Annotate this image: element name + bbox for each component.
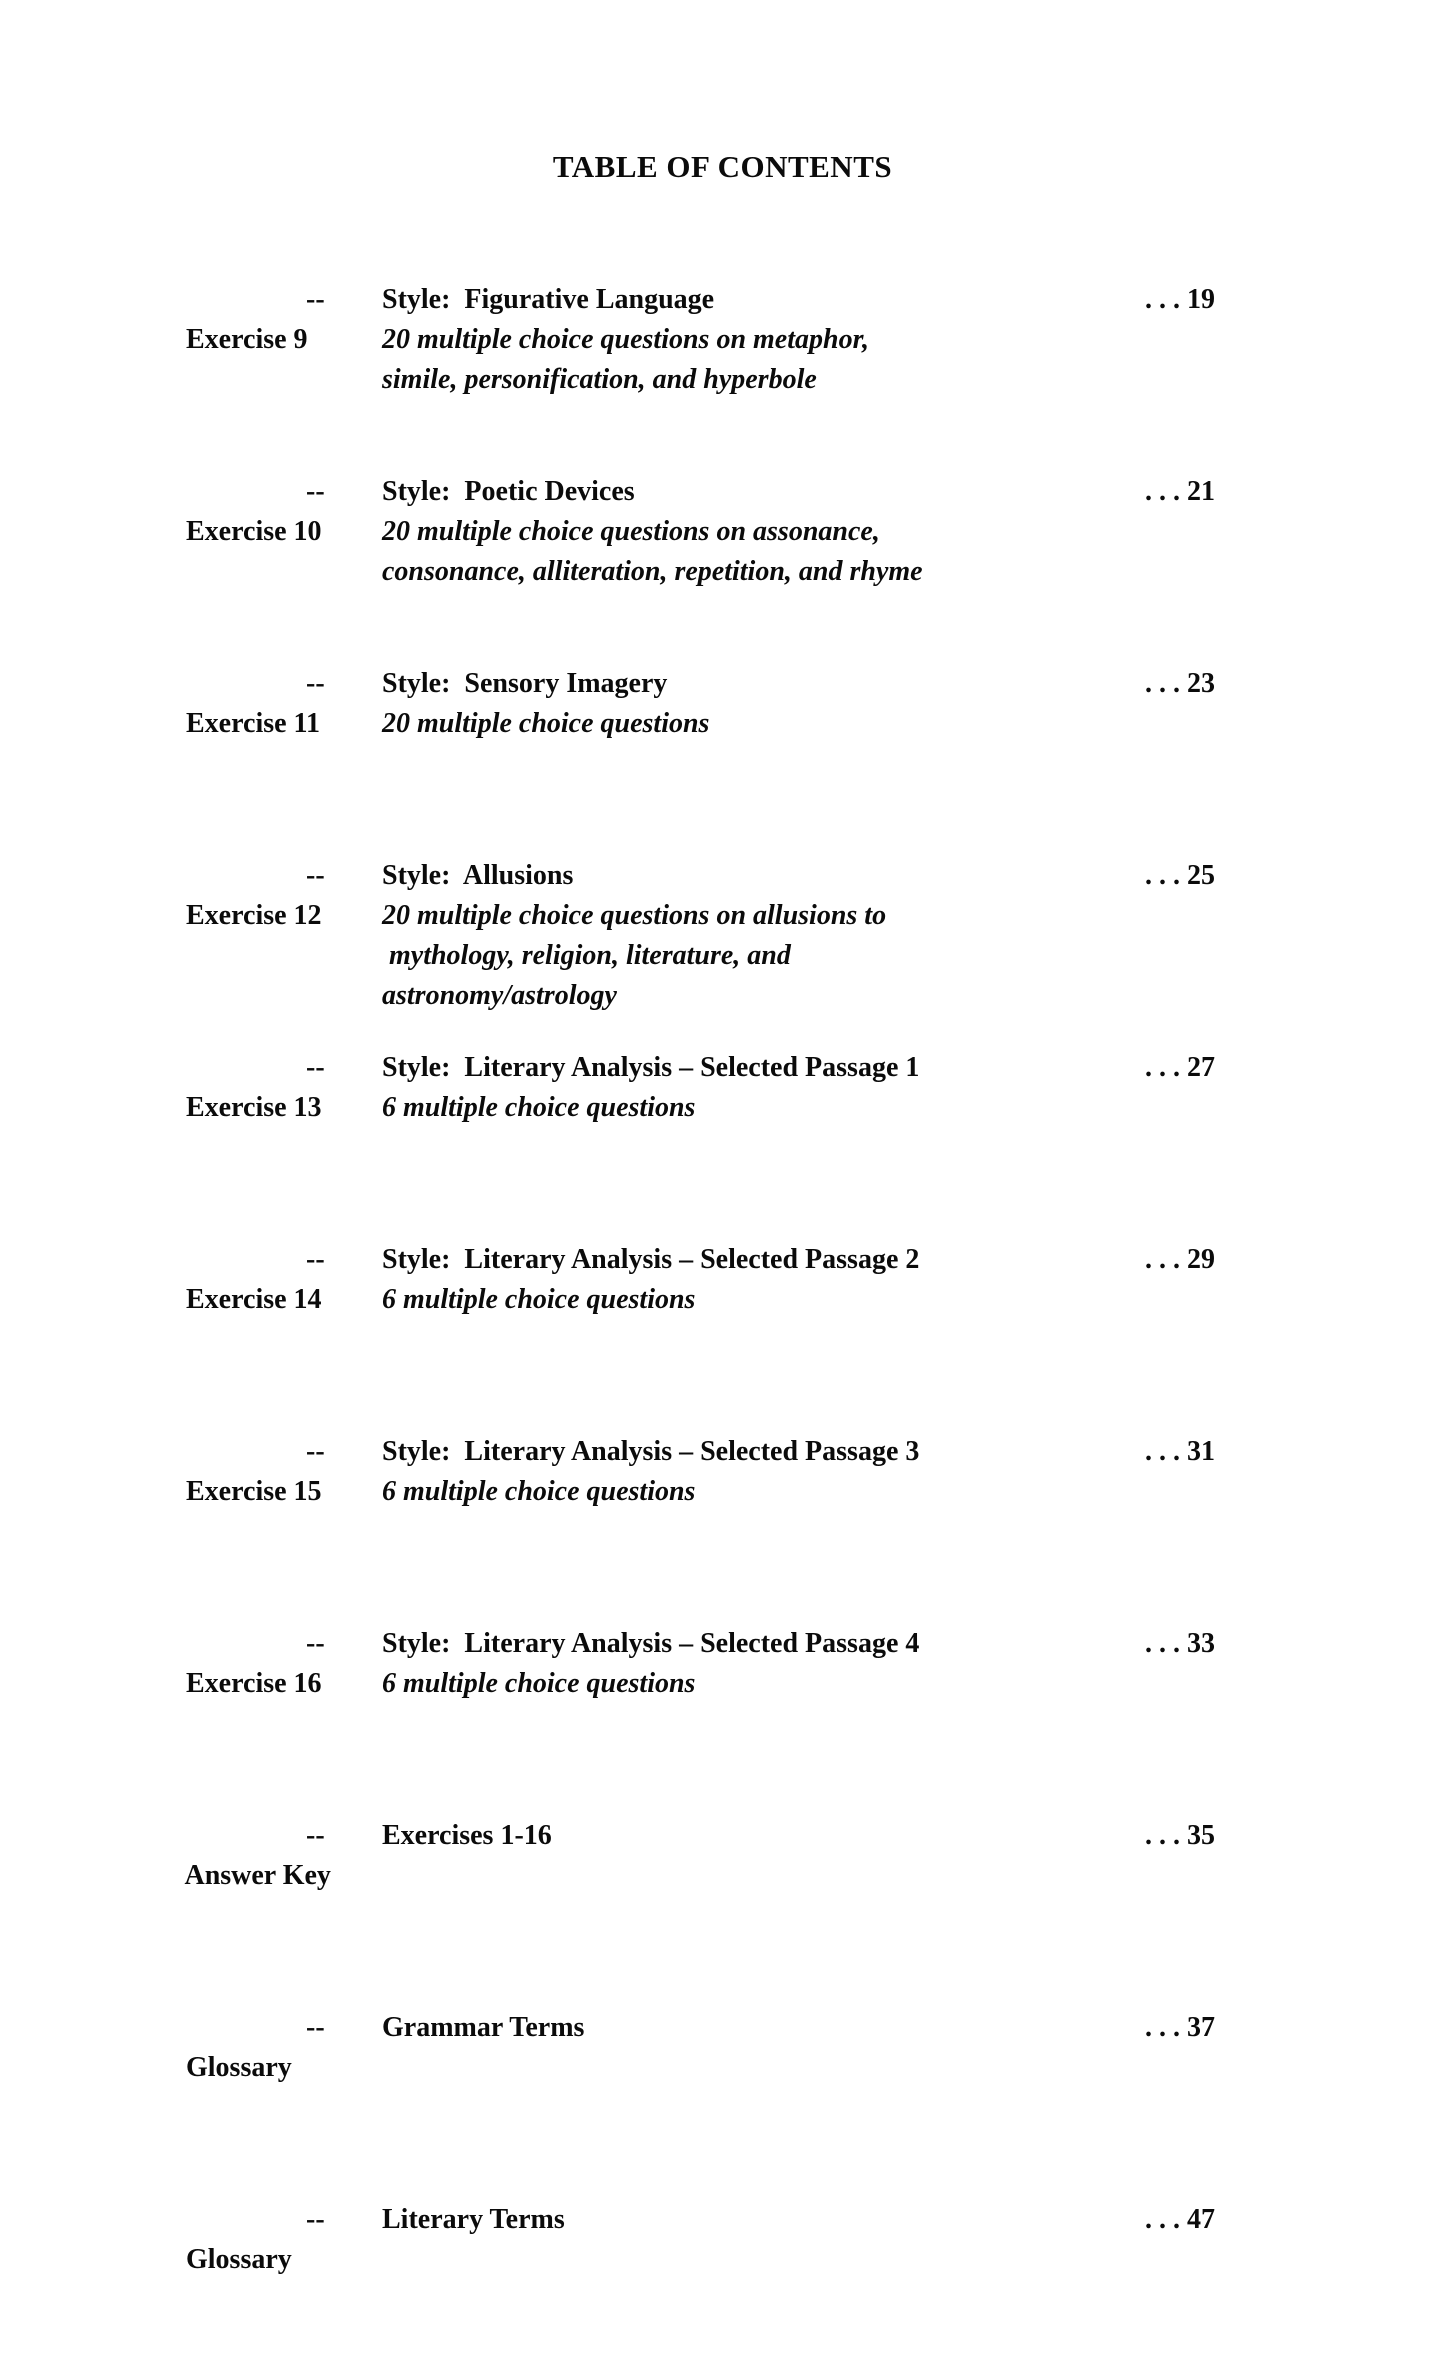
entry-label: Exercise 15 [186,1476,322,1507]
entry-dash-separator: -- [306,1628,325,1659]
entry-main-cell [382,1432,1145,1512]
entry-title: Style: Allusions [382,860,574,891]
entry-main-cell [382,1816,1145,1856]
entry-label: Glossary [186,2244,292,2275]
entry-dash-separator: -- [306,2012,325,2043]
entry-label-cell [130,280,382,440]
entry-dash-separator: -- [306,1436,325,1467]
entry-title: Style: Literary Analysis – Selected Passage 4 [382,1628,920,1659]
entry-dash-separator: -- [306,284,325,315]
entry-title: Style: Literary Analysis – Selected Passage 2 [382,1244,920,1275]
toc-entry-exercise-12 [130,856,1445,1016]
entry-label: Glossary [186,2052,292,2083]
entry-title: Literary Terms [382,2204,565,2235]
entry-label-cell [130,2200,382,2360]
entry-description-line: 6 multiple choice questions [382,1668,696,1699]
entry-label: Exercise 12 [186,900,322,931]
entry-title: Exercises 1-16 [382,1820,552,1851]
toc-entry-exercise-15 [130,1432,1445,1592]
table-of-contents [130,280,1445,2360]
entry-label-cell [130,1048,382,1208]
entry-dash-separator: -- [306,2204,325,2235]
entry-dash-separator: -- [306,668,325,699]
toc-entry-exercise-10 [130,472,1445,632]
entry-main-cell [382,1624,1145,1704]
entry-main-cell [382,472,1145,592]
entry-main-cell [382,280,1145,400]
entry-label-cell [130,1240,382,1400]
entry-title: Grammar Terms [382,2012,585,2043]
entry-title: Style: Sensory Imagery [382,668,668,699]
entry-description-line: 20 multiple choice questions [382,708,710,739]
entry-page-number: . . . 19 [1145,284,1215,315]
entry-main-cell [382,2200,1145,2240]
entry-label: Answer Key [184,1860,331,1891]
entry-label: Exercise 14 [186,1284,322,1315]
entry-label-cell [130,1816,382,1976]
entry-description-line: simile, personification, and hyperbole [382,364,817,395]
entry-dash-separator: -- [306,1052,325,1083]
entry-title: Style: Literary Analysis – Selected Passage 1 [382,1052,920,1083]
toc-entry-glossary-literary [130,2200,1445,2360]
entry-description-line: 6 multiple choice questions [382,1092,696,1123]
toc-entry-exercise-11 [130,664,1445,824]
entry-label: Exercise 16 [186,1668,322,1699]
entry-label: Exercise 13 [186,1092,322,1123]
entry-title: Style: Figurative Language [382,284,715,315]
entry-label: Exercise 11 [186,708,321,739]
entry-description-line: astronomy/astrology [382,980,617,1011]
entry-dash-separator: -- [306,1820,325,1851]
entry-description-line: 6 multiple choice questions [382,1476,696,1507]
entry-main-cell [382,1240,1145,1320]
toc-entry-exercise-9 [130,280,1445,440]
entry-page-number: . . . 25 [1145,860,1215,891]
entry-description-line: 20 multiple choice questions on allusions to [382,900,887,931]
entry-description-line: 20 multiple choice questions on assonance, [382,516,880,547]
entry-description-line: 6 multiple choice questions [382,1284,696,1315]
entry-description-line: 20 multiple choice questions on metaphor, [382,324,869,355]
toc-entry-exercise-13 [130,1048,1445,1208]
entry-label-cell [130,1624,382,1784]
entry-main-cell [382,1048,1145,1128]
entry-page-number: . . . 27 [1145,1052,1215,1083]
entry-page-number: . . . 37 [1145,2012,1215,2043]
entry-label: Exercise 9 [186,324,308,355]
toc-entry-exercise-16 [130,1624,1445,1784]
entry-description-line: mythology, religion, literature, and [382,940,791,971]
entry-main-cell [382,2008,1145,2048]
entry-label: Exercise 10 [186,516,322,547]
toc-entry-glossary-grammar [130,2008,1445,2168]
entry-main-cell [382,664,1145,744]
entry-dash-separator: -- [306,860,325,891]
entry-dash-separator: -- [306,1244,325,1275]
entry-label-cell [130,1432,382,1592]
entry-page-number: . . . 31 [1145,1436,1215,1467]
entry-label-cell [130,664,382,824]
entry-label-cell [130,472,382,632]
entry-description-line: consonance, alliteration, repetition, and rhyme [382,556,923,587]
entry-page-number: . . . 33 [1145,1628,1215,1659]
entry-label-cell [130,2008,382,2168]
entry-page-number: . . . 29 [1145,1244,1215,1275]
entry-dash-separator: -- [306,476,325,507]
entry-title: Style: Literary Analysis – Selected Passage 3 [382,1436,920,1467]
toc-entry-exercise-14 [130,1240,1445,1400]
page-title: TABLE OF CONTENTS [552,149,893,184]
entry-page-number: . . . 23 [1145,668,1215,699]
entry-title: Style: Poetic Devices [382,476,635,507]
entry-label-cell [130,856,382,1016]
entry-page-number: . . . 47 [1145,2204,1215,2235]
entry-page-number: . . . 21 [1145,476,1215,507]
entry-main-cell [382,856,1145,1016]
toc-entry-answer-key [130,1816,1445,1976]
entry-page-number: . . . 35 [1145,1820,1215,1851]
